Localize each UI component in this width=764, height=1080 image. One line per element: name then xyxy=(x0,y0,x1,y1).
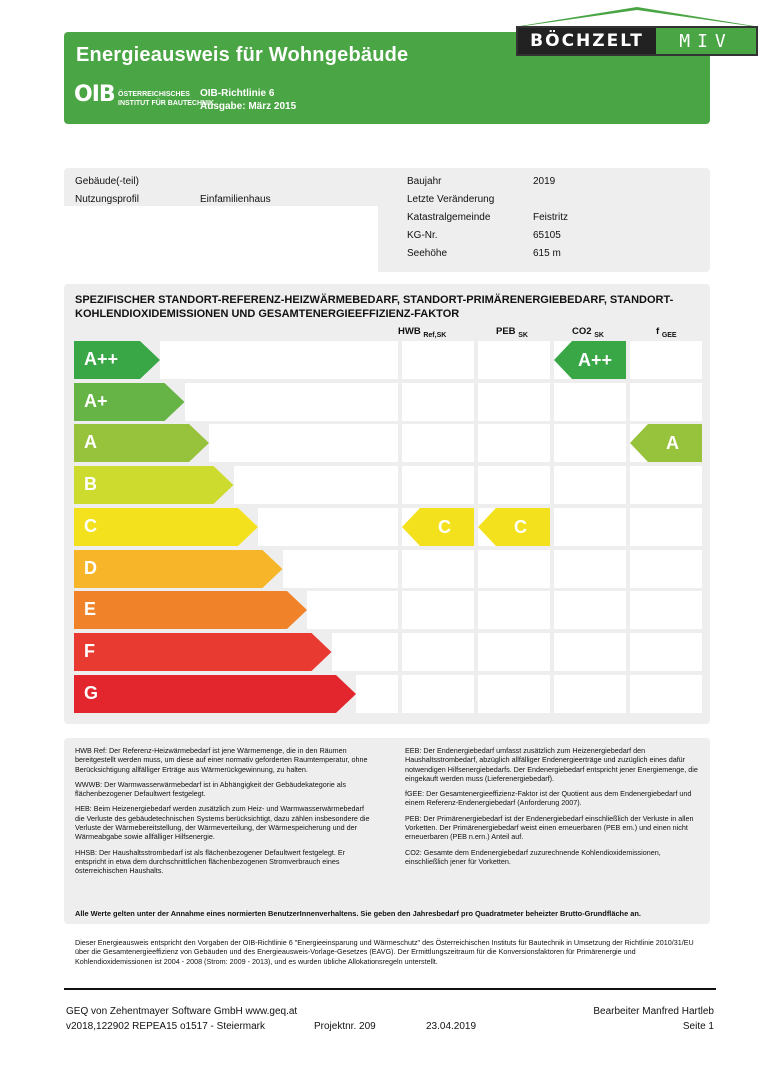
company-logo-suffix: MIV xyxy=(656,28,756,54)
grid-cell xyxy=(478,466,550,504)
grid-cell xyxy=(402,633,474,671)
grid-cell xyxy=(402,591,474,629)
definition-peb: PEB: Der Primärenergiebedarf ist der Endenergiebedarf einschließlich der Verluste in allen Vorketten. Der Primärenergiebedarf weist einen erneuerbaren (PEB ern.) und einen nicht erneuerbaren (PEB n.ern.) Anteil auf. xyxy=(405,813,694,842)
oib-logo-mark: OIB xyxy=(74,82,115,107)
info-label-gebaeude: Gebäude(-teil) xyxy=(75,176,139,187)
definition-hhsb: HHSB: Der Haushaltsstrombedarf ist als flächenbezogener Defaultwert festgelegt. Er entspricht in etwa dem durchschnittlichen flächenbezogenen Stromverbrauch eines österreichischen Haushalts. xyxy=(75,847,346,876)
grid-cell xyxy=(630,383,702,421)
energy-class-bar-d xyxy=(74,550,283,588)
energy-class-arrow-fill xyxy=(74,466,234,504)
grid-cell xyxy=(478,341,550,379)
column-header-co2-sub: SK xyxy=(594,331,604,339)
definitions-right-column xyxy=(405,746,705,872)
energy-class-arrow-fill xyxy=(74,550,283,588)
grid-cell xyxy=(478,550,550,588)
rating-marker-label: A++ xyxy=(578,350,613,370)
grid-cell xyxy=(630,675,702,713)
energy-class-arrow-shape xyxy=(74,508,258,546)
grid-cell xyxy=(402,466,474,504)
company-logo xyxy=(516,4,758,56)
energy-class-arrow-shape xyxy=(74,591,307,629)
energy-class-label: A++ xyxy=(84,349,119,369)
grid-cell xyxy=(630,341,702,379)
richtlinie-label: OIB-Richtlinie 6 xyxy=(200,88,275,99)
energy-class-bar-e xyxy=(74,591,307,629)
column-header-fgee xyxy=(656,326,677,339)
info-label-letzte-veraenderung: Letzte Veränderung xyxy=(407,194,495,205)
grid-cell xyxy=(630,508,702,546)
energy-class-arrow-fill xyxy=(74,591,307,629)
energy-class-label: E xyxy=(84,599,97,620)
energy-scale-title: SPEZIFISCHER STANDORT-REFERENZ-HEIZWÄRMEBEDARF, STANDORT-PRIMÄRENERGIEBEDARF, STANDORT-KOHLENDIOXIDEMISSIONEN UND GESAMTENERGIEEFFIZIENZ-FAKTOR xyxy=(75,294,674,320)
rating-marker-label: C xyxy=(514,516,527,537)
grid-cell xyxy=(554,383,626,421)
energy-scale-panel xyxy=(64,284,710,724)
energy-class-arrow-shape xyxy=(74,466,234,504)
energy-class-bar-a xyxy=(74,424,209,462)
grid-cell xyxy=(554,508,626,546)
grid-cell xyxy=(554,424,626,462)
definitions-left-column xyxy=(75,746,375,882)
rating-marker-label: C xyxy=(438,516,451,537)
column-header-co2 xyxy=(572,326,604,339)
definition-fgee: fGEE: Der Gesamtenergieeffizienz-Faktor ist der Quotient aus dem Endenergiebedarf und einem Referenz-Endenergiebedarf (Anforderung 2007). xyxy=(405,789,692,808)
info-value-katastralgemeinde: Feistritz xyxy=(533,212,568,223)
document-title: Energieausweis für Wohngebäude xyxy=(76,44,409,66)
energy-class-bar-aplus xyxy=(74,383,185,421)
disclaimer-text: Dieser Energieausweis entspricht den Vorgaben der OIB-Richtlinie 6 "Energieeinsparung und Wärmeschutz" des Österreichischen Instituts für Bautechnik in Umsetzung der Richtlinie 2010/31/EU über die Gesamtenergieeffizienz von Gebäuden und des Energieausweis-Vorlage-Gesetzes (EAVG). Der Ermittlungszeitraum für die Konversionsfaktoren für Primärenergie und Kohlendioxidemissionen ist 2004 - 2008 (Strom: 2009 - 2013), und es wurden übliche Allokationsregeln unterstellt. xyxy=(75,938,694,966)
rating-marker-peb xyxy=(478,508,550,546)
building-info-panel xyxy=(64,168,710,272)
company-logo-name: BÖCHZELT xyxy=(518,28,656,54)
grid-cell xyxy=(554,675,626,713)
footer-version: v2018,122902 REPEA15 o1517 - Steiermark xyxy=(66,1021,266,1032)
info-value-seehoehe: 615 m xyxy=(533,248,561,259)
definitions-panel xyxy=(64,738,710,924)
header-subtitle xyxy=(200,87,296,113)
rating-marker-fgee xyxy=(630,424,702,462)
energy-class-label: G xyxy=(84,682,99,703)
grid-cell xyxy=(402,550,474,588)
oib-logo xyxy=(74,82,215,114)
info-label-kg-nr: KG-Nr. xyxy=(407,230,438,241)
energy-class-arrow-fill xyxy=(74,508,258,546)
energy-class-arrow-fill xyxy=(74,633,332,671)
grid-cell xyxy=(554,550,626,588)
oib-logo-line-2: INSTITUT FÜR BAUTECHNIK xyxy=(118,100,215,107)
class-row-background xyxy=(209,424,398,462)
column-header-peb xyxy=(496,326,528,339)
info-label-baujahr: Baujahr xyxy=(407,176,442,187)
class-row-background xyxy=(307,591,398,629)
rating-marker-co2 xyxy=(554,341,626,379)
energy-class-bar-b xyxy=(74,466,234,504)
oib-logo-line-1: ÖSTERREICHISCHES xyxy=(118,91,190,98)
grid-cell xyxy=(554,633,626,671)
grid-cell xyxy=(402,341,474,379)
energy-class-label: D xyxy=(84,557,97,578)
column-header-peb-main: PEB xyxy=(496,326,516,337)
info-label-katastralgemeinde: Katastralgemeinde xyxy=(407,212,491,223)
energy-class-label: B xyxy=(84,474,97,495)
energy-class-bar-f xyxy=(74,633,332,671)
grid-cell xyxy=(630,591,702,629)
class-row-background xyxy=(258,508,398,546)
energy-class-bar-g xyxy=(74,675,356,713)
definition-eeb: EEB: Der Endenergiebedarf umfasst zusätzlich zum Heizenergiebedarf den Haushaltsstrombedarf, abzüglich allfälliger Endenergieerträge und zuzüglich eines dafür notwendigen Hilfsenergiebedarfs. Der Endenergiebedarf entspricht jener Energiemenge, die eingekauft werden muss (Lieferenergiebedarf). xyxy=(405,746,698,783)
definition-hwb: HWB Ref: Der Referenz-Heizwärmebedarf ist jene Wärmemenge, die in den Räumen bereitgestellt werden muss, um diese auf einer normativ geforderten Raumtemperatur, ohne Berücksichtigung allfälliger Erträge aus Wärmerückgewinnung, zu halten. xyxy=(75,746,368,774)
grid-cell xyxy=(630,466,702,504)
class-row-background xyxy=(283,550,399,588)
grid-cell xyxy=(478,675,550,713)
class-row-background xyxy=(185,383,399,421)
energy-class-label: A+ xyxy=(84,390,108,411)
rating-marker-label: A xyxy=(666,433,679,454)
column-header-hwb-main: HWB xyxy=(398,326,421,337)
column-header-co2-main: CO2 xyxy=(572,326,592,337)
grid-cell xyxy=(478,383,550,421)
column-header-fgee-main: f xyxy=(656,326,660,337)
definition-heb: HEB: Beim Heizenergiebedarf werden zusätzlich zum Heiz- und Warmwasserwärmebedarf die Verluste des gebäudetechnischen Systems berücksichtigt, dazu zählen insbesondere die Verluste der Wärmebereitstellung, der Wärmeverteilung, der Wärmespeicherung und der Wärmeabgabe sowie allfälliger Hilfsenergie. xyxy=(75,804,370,842)
definitions-note: Alle Werte gelten unter der Annahme eines normierten BenutzerInnenverhaltens. Sie geben den Jahresbedarf pro Quadratmeter beheizter Brutto-Grundfläche an. xyxy=(75,909,641,918)
grid-cell xyxy=(554,591,626,629)
column-header-peb-sub: SK xyxy=(518,331,528,339)
grid-cell xyxy=(402,675,474,713)
grid-cell xyxy=(630,550,702,588)
grid-cell xyxy=(402,383,474,421)
info-label-nutzungsprofil: Nutzungsprofil xyxy=(75,194,139,205)
energy-class-label: A xyxy=(84,432,97,453)
grid-cell xyxy=(554,466,626,504)
energy-class-label: F xyxy=(84,640,95,661)
class-row-background xyxy=(332,633,399,671)
footer-bearbeiter: Bearbeiter Manfred Hartleb xyxy=(593,1006,714,1017)
footer-rule xyxy=(64,988,716,990)
energy-class-arrow-shape xyxy=(74,633,332,671)
column-header-fgee-sub: GEE xyxy=(661,331,677,339)
footer-software: GEQ von Zehentmayer Software GmbH www.geq.at xyxy=(66,1006,298,1017)
energy-class-arrow-shape xyxy=(74,675,356,713)
grid-cell xyxy=(478,633,550,671)
grid-cell xyxy=(402,424,474,462)
grid-cell xyxy=(478,424,550,462)
info-value-nutzungsprofil: Einfamilienhaus xyxy=(200,194,271,205)
ausgabe-label: Ausgabe: März 2015 xyxy=(200,101,297,112)
class-row-background xyxy=(234,466,399,504)
energy-class-bar-aplusplus xyxy=(74,341,160,379)
footer-datum: 23.04.2019 xyxy=(426,1021,477,1032)
company-logo-box xyxy=(516,26,758,56)
info-value-kg-nr: 65105 xyxy=(533,230,561,241)
column-header-hwb xyxy=(398,326,446,339)
grid-cell xyxy=(478,591,550,629)
energy-class-label: C xyxy=(84,515,97,536)
column-header-hwb-sub: Ref,SK xyxy=(423,331,447,339)
rating-marker-hwb xyxy=(402,508,474,546)
info-blank-area xyxy=(64,206,378,272)
class-row-background xyxy=(160,341,398,379)
info-value-baujahr: 2019 xyxy=(533,176,556,187)
footer-projektnr: Projektnr. 209 xyxy=(314,1021,376,1032)
class-row-background xyxy=(356,675,398,713)
grid-cell xyxy=(630,633,702,671)
definition-co2: CO2: Gesamte dem Endenergiebedarf zuzurechnende Kohlendioxidemissionen, einschließlich jener für Vorketten. xyxy=(405,847,661,866)
energy-class-arrow-shape xyxy=(74,550,283,588)
footer-seite: Seite 1 xyxy=(682,1021,714,1032)
energy-class-bar-c xyxy=(74,508,258,546)
roof-icon xyxy=(516,4,758,26)
energy-class-arrow-fill xyxy=(74,675,356,713)
info-label-seehoehe: Seehöhe xyxy=(407,248,448,259)
definition-wwwb: WWWB: Der Warmwasserwärmebedarf ist in Abhängigkeit der Gebäudekategorie als flächenbezogener Defaultwert festgelegt. xyxy=(75,779,346,799)
